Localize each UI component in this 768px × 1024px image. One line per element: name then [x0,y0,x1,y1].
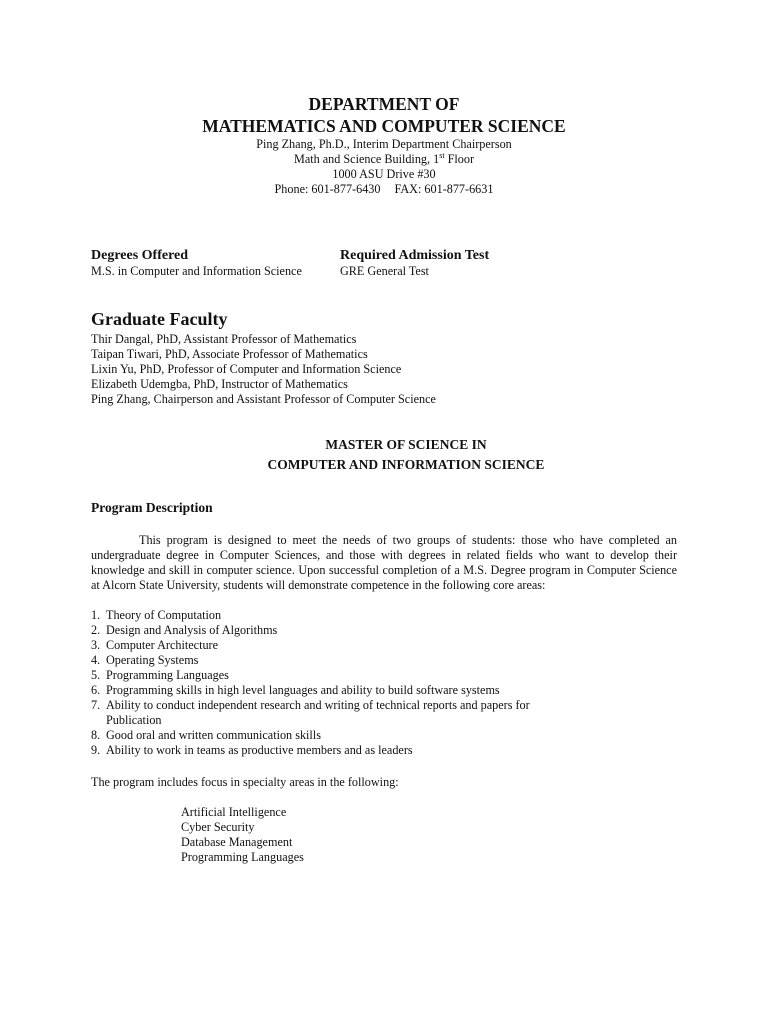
list-item [91,683,576,698]
list-item: Artificial Intelligence [181,805,287,819]
list-item [91,638,576,653]
list-number: 3. [91,638,101,652]
list-number: 5. [91,668,101,682]
list-item [91,728,576,743]
chairperson-line: Ping Zhang, Ph.D., Interim Department Chairperson [256,137,512,151]
list-item [91,698,576,728]
degrees-offered-column [91,247,302,279]
building-line [0,152,768,167]
focus-areas-intro: The program includes focus in specialty areas in the following: [91,775,399,789]
program-description-heading: Program Description [91,500,213,515]
list-number: 6. [91,683,101,697]
faculty-member: Ping Zhang, Chairperson and Assistant Professor of Computer Science [91,392,436,406]
list-item [91,623,576,638]
degrees-offered-heading: Degrees Offered [91,248,189,263]
building-suffix: Floor [444,152,475,166]
department-title-line1: DEPARTMENT OF [308,94,460,114]
list-item: Cyber Security [181,820,255,834]
admission-test-column [340,247,489,279]
list-number: 9. [91,743,101,757]
list-item: Database Management [181,835,293,849]
admission-test-heading: Required Admission Test [340,248,490,263]
graduate-faculty-section [91,308,436,407]
list-text: Ability to conduct independent research and writing of technical reports and papers for Publication [106,698,530,727]
fax-number: FAX: 601-877-6631 [394,182,494,196]
graduate-faculty-heading: Graduate Faculty [91,309,228,329]
department-header [0,93,768,197]
list-text: Operating Systems [106,653,199,667]
faculty-member: Elizabeth Udemgba, PhD, Instructor of Mathematics [91,377,348,391]
admission-test-value: GRE General Test [340,264,429,278]
department-title-line2: MATHEMATICS AND COMPUTER SCIENCE [202,116,566,136]
list-number: 1. [91,608,101,622]
faculty-member: Thir Dangal, PhD, Assistant Professor of Mathematics [91,332,357,346]
building-superscript: st [439,150,445,160]
program-description-paragraph: This program is designed to meet the needs of two groups of students: those who have completed an undergraduate degree in Computer Sciences, and those with degrees in related fields who want to develop their knowledge and skill in computer science. Upon successful completion of a M.S. Degree program in Computer Science at Alcorn State University, students will demonstrate competence in the following core areas: [91,533,677,592]
list-text: Programming Languages [106,668,229,682]
program-title-line2: COMPUTER AND INFORMATION SCIENCE [267,457,545,472]
phone-number: Phone: 601-877-6430 [274,182,381,196]
degrees-offered-value: M.S. in Computer and Information Science [91,264,302,278]
list-number: 2. [91,623,101,637]
core-areas-list [91,608,691,758]
list-item [91,743,576,758]
list-number: 7. [91,698,101,712]
list-text: Programming skills in high level languages and ability to build software systems [106,683,500,697]
list-item [91,608,576,623]
focus-areas-list [181,805,304,865]
program-title [0,435,768,475]
contact-line [0,182,768,197]
building-prefix: Math and Science Building, 1 [293,152,440,166]
list-item [91,653,576,668]
list-text: Ability to work in teams as productive members and as leaders [106,743,413,757]
program-title-line1: MASTER OF SCIENCE IN [325,437,487,452]
list-item [91,668,576,683]
faculty-member: Taipan Tiwari, PhD, Associate Professor of Mathematics [91,347,368,361]
list-text: Theory of Computation [106,608,222,622]
list-item: Programming Languages [181,850,304,864]
list-text: Design and Analysis of Algorithms [106,623,278,637]
faculty-member: Lixin Yu, PhD, Professor of Computer and Information Science [91,362,402,376]
list-number: 4. [91,653,101,667]
list-text: Good oral and written communication skills [106,728,321,742]
address-line: 1000 ASU Drive #30 [332,167,436,181]
list-number: 8. [91,728,101,742]
list-text: Computer Architecture [106,638,219,652]
